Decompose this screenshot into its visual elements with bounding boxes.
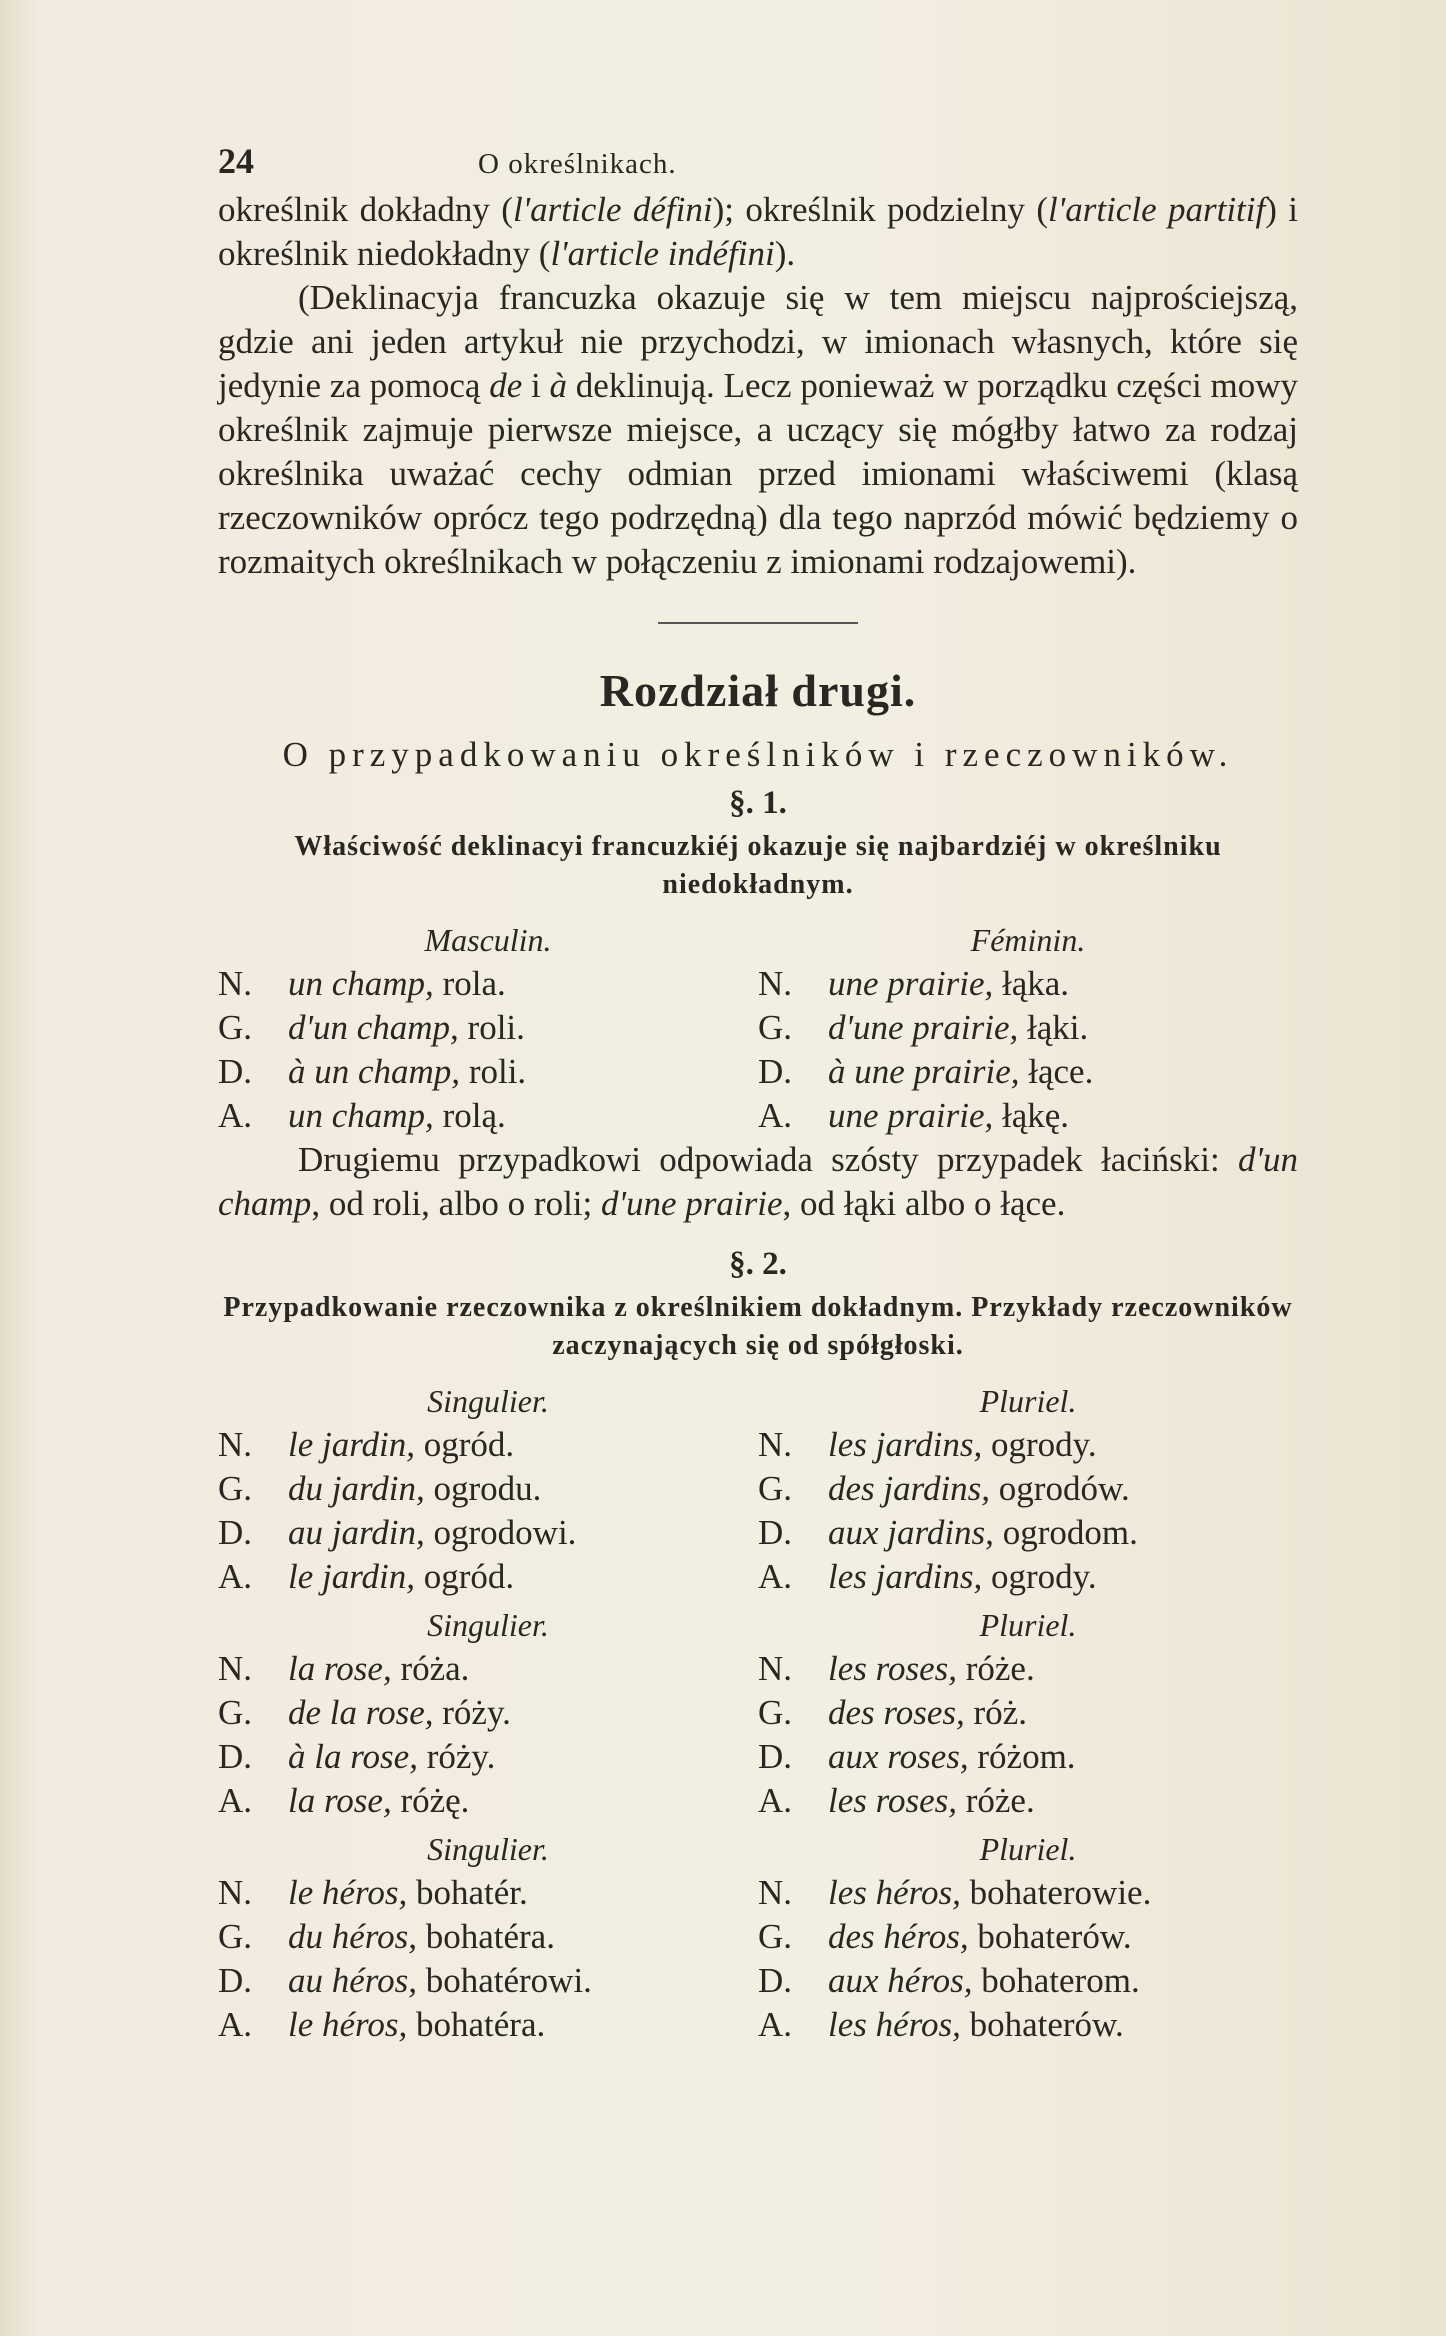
case-label: N. [758, 1649, 793, 1688]
plural-column [758, 1827, 1298, 2047]
text-run: , od roli, albo o roli; [311, 1184, 602, 1223]
declension-row [758, 1511, 1298, 1555]
declension-row [758, 1467, 1298, 1511]
polish-translation: bohaterom. [972, 1961, 1140, 2000]
declension-row [758, 1959, 1298, 2003]
text-run: (Deklinacyja francuzka okazuje się w tem miejscu najprościejszą, gdzie ani jeden artykuł nie przychodzi, w imionach własnych, które się jedynie za pomocą [218, 278, 1298, 405]
polish-translation: ogrodom. [993, 1513, 1138, 1552]
french-form: le héros, [288, 2005, 408, 2044]
french-form: aux héros, [828, 1961, 973, 2000]
polish-translation: łąki. [1018, 1008, 1089, 1047]
polish-translation: róż. [964, 1693, 1027, 1732]
french-form: d'une prairie, [828, 1008, 1019, 1047]
declension-row [758, 1050, 1298, 1094]
french-form: au jardin, [288, 1513, 425, 1552]
french-term: l'article défini [512, 190, 713, 229]
declension-row [218, 1050, 758, 1094]
running-head: O określnikach. [478, 148, 677, 180]
case-label: G. [758, 1008, 793, 1047]
declension-row [218, 2003, 758, 2047]
french-term: d'un champ [218, 1140, 1298, 1223]
french-form: les héros, [828, 2005, 961, 2044]
french-form: des jardins, [828, 1469, 991, 1508]
french-term: l'article partitif [1048, 190, 1266, 229]
declension-row [218, 1006, 758, 1050]
declension-table-indefinite [218, 918, 1298, 1138]
declension-row [218, 1423, 758, 1467]
case-label: A. [218, 1557, 253, 1596]
masculine-column [218, 918, 758, 1138]
text-run: ); określnik podzielny ( [712, 190, 1049, 229]
polish-translation: rolą. [433, 1096, 506, 1135]
singular-column [218, 1827, 758, 2047]
page-content [218, 140, 1298, 2047]
case-label: G. [758, 1469, 793, 1508]
french-form: les roses, [828, 1649, 957, 1688]
french-form: les jardins, [828, 1557, 983, 1596]
polish-translation: roli. [458, 1008, 525, 1047]
polish-translation: ogrodów. [990, 1469, 1130, 1508]
case-label: N. [218, 1873, 253, 1912]
column-heading: Pluriel. [979, 1607, 1077, 1643]
case-label: D. [758, 1737, 793, 1776]
french-form: de la rose, [288, 1693, 434, 1732]
declension-row [218, 1915, 758, 1959]
case-label: D. [218, 1513, 253, 1552]
french-form: les roses, [828, 1781, 957, 1820]
text-run: ). [774, 234, 796, 273]
declension-row [218, 1691, 758, 1735]
polish-translation: róża. [391, 1649, 470, 1688]
polish-translation: róże. [956, 1781, 1035, 1820]
french-form: au héros, [288, 1961, 417, 2000]
polish-translation: ogrody. [982, 1557, 1097, 1596]
column-heading: Singulier. [427, 1607, 549, 1643]
declension-row [218, 962, 758, 1006]
case-label: G. [758, 1917, 793, 1956]
french-form: des héros, [828, 1917, 969, 1956]
case-label: A. [218, 2005, 253, 2044]
declension-row [758, 1423, 1298, 1467]
polish-translation: ogrodu. [424, 1469, 542, 1508]
declension-row [758, 1871, 1298, 1915]
declension-row [758, 1915, 1298, 1959]
declension-row [218, 1555, 758, 1599]
french-form: à un champ, [288, 1052, 461, 1091]
column-heading: Féminin. [970, 922, 1086, 958]
feminine-column [758, 918, 1298, 1138]
case-label: G. [218, 1693, 253, 1732]
text-run: i [522, 366, 550, 405]
polish-translation: bohatéra. [407, 2005, 546, 2044]
text-run: deklinują. Lecz ponieważ w porządku części mowy określnik zajmuje pierwsze miejsce, a uczący się mógłby łatwo za rodzaj określnika uważać cechy odmian przed imionami właściwemi (klasą rzeczowników oprócz tego podrzędną) dla tego naprzód mówić będziemy o rozmaitych określnikach w połączeniu z imionami rodzajowemi). [218, 366, 1298, 581]
french-form: le jardin, [288, 1557, 416, 1596]
singular-column [218, 1603, 758, 1823]
page-header [218, 140, 1298, 180]
singular-column [218, 1379, 758, 1599]
polish-translation: róże. [956, 1649, 1035, 1688]
polish-translation: bohaterowie. [960, 1873, 1152, 1912]
column-heading: Pluriel. [979, 1383, 1077, 1419]
french-term: l'article indéfini [550, 234, 775, 273]
declension-row [218, 1779, 758, 1823]
case-label: G. [758, 1693, 793, 1732]
french-form: un champ, [288, 1096, 434, 1135]
french-form: les héros, [828, 1873, 961, 1912]
declension-row [218, 1094, 758, 1138]
french-form: la rose, [288, 1781, 392, 1820]
declension-row [218, 1735, 758, 1779]
text-run: Drugiemu przypadkowi odpowiada szósty przypadek łaciński: [298, 1140, 1238, 1179]
polish-translation: różom. [968, 1737, 1076, 1776]
page-number: 24 [218, 141, 254, 181]
polish-translation: łąkę. [993, 1096, 1070, 1135]
chapter-subtitle: O przypadkowaniu określników i rzeczowników. [282, 735, 1234, 774]
french-form: le héros, [288, 1873, 408, 1912]
french-form: le jardin, [288, 1425, 416, 1464]
column-heading: Singulier. [427, 1831, 549, 1867]
declension-row [758, 2003, 1298, 2047]
case-label: N. [758, 964, 793, 1003]
chapter-title: Rozdział drugi. [599, 665, 917, 716]
declension-row [758, 1735, 1298, 1779]
section-divider [658, 622, 858, 624]
polish-translation: bohatér. [407, 1873, 528, 1912]
polish-translation: róży. [433, 1693, 511, 1732]
polish-translation: łąka. [993, 964, 1070, 1003]
genitive-note-paragraph [218, 1138, 1298, 1226]
declension-row [758, 1779, 1298, 1823]
declension-remark-paragraph [218, 276, 1298, 584]
french-form: à une prairie, [828, 1052, 1020, 1091]
case-label: D. [758, 1513, 793, 1552]
french-form: aux roses, [828, 1737, 969, 1776]
declension-row [218, 1511, 758, 1555]
french-form: d'un champ, [288, 1008, 459, 1047]
declension-row [218, 1467, 758, 1511]
case-label: D. [758, 1961, 793, 2000]
polish-translation: różę. [391, 1781, 470, 1820]
case-label: N. [218, 964, 253, 1003]
polish-translation: bohatéra. [416, 1917, 555, 1956]
text-run: , od łąki albo o łące. [782, 1184, 1066, 1223]
text-run: określnik dokładny ( [218, 190, 513, 229]
case-label: G. [218, 1008, 253, 1047]
declension-row [758, 1094, 1298, 1138]
column-heading: Pluriel. [979, 1831, 1077, 1867]
case-label: N. [218, 1649, 253, 1688]
french-form: du jardin, [288, 1469, 425, 1508]
polish-translation: roli. [460, 1052, 527, 1091]
case-label: A. [758, 2005, 793, 2044]
polish-translation: ogród. [415, 1425, 515, 1464]
french-term: d'une prairie [601, 1184, 783, 1223]
case-label: N. [218, 1425, 253, 1464]
declension-row [758, 1006, 1298, 1050]
section-2-description: Przypadkowanie rzeczownika z określnikiem dokładnym. Przykłady rzeczowników zaczynających się od spółgłoski. [223, 1292, 1293, 1361]
declension-table-jardin [218, 1379, 1298, 1599]
plural-column [758, 1603, 1298, 1823]
polish-translation: ogród. [415, 1557, 515, 1596]
french-form: la rose, [288, 1649, 392, 1688]
case-label: A. [758, 1096, 793, 1135]
polish-translation: róży. [417, 1737, 496, 1776]
polish-translation: bohatérowi. [416, 1961, 592, 2000]
declension-row [758, 1555, 1298, 1599]
case-label: D. [758, 1052, 793, 1091]
french-form: une prairie, [828, 964, 994, 1003]
case-label: A. [758, 1557, 793, 1596]
section-1-number: §. 1. [729, 785, 787, 821]
polish-translation: łące. [1019, 1052, 1094, 1091]
case-label: A. [218, 1096, 253, 1135]
polish-translation: ogrody. [982, 1425, 1097, 1464]
declension-table-rose [218, 1603, 1298, 1823]
text-run: ) i określnik niedokładny ( [218, 190, 1298, 273]
section-1-description: Właściwość deklinacyi francuzkiéj okazuje się najbardziéj w określniku niedokładnym. [294, 831, 1222, 900]
polish-translation: ogrodowi. [424, 1513, 577, 1552]
case-label: A. [218, 1781, 253, 1820]
case-label: G. [218, 1917, 253, 1956]
polish-translation: rola. [433, 964, 506, 1003]
french-form: des roses, [828, 1693, 965, 1732]
polish-translation: bohaterów. [960, 2005, 1124, 2044]
case-label: N. [758, 1425, 793, 1464]
case-label: G. [218, 1469, 253, 1508]
polish-translation: bohaterów. [968, 1917, 1132, 1956]
column-heading: Masculin. [424, 922, 552, 958]
french-term: de [489, 366, 523, 405]
column-heading: Singulier. [427, 1383, 549, 1419]
plural-column [758, 1379, 1298, 1599]
declension-row [758, 962, 1298, 1006]
declension-row [758, 1691, 1298, 1735]
intro-paragraph [218, 188, 1298, 276]
french-form: à la rose, [288, 1737, 418, 1776]
french-form: les jardins, [828, 1425, 983, 1464]
declension-row [218, 1959, 758, 2003]
french-form: une prairie, [828, 1096, 994, 1135]
french-form: du héros, [288, 1917, 417, 1956]
french-form: un champ, [288, 964, 434, 1003]
declension-table-heros [218, 1827, 1298, 2047]
french-term: à [549, 366, 568, 405]
case-label: D. [218, 1961, 253, 2000]
case-label: D. [218, 1052, 253, 1091]
declension-row [218, 1871, 758, 1915]
case-label: N. [758, 1873, 793, 1912]
french-form: aux jardins, [828, 1513, 994, 1552]
declension-row [218, 1647, 758, 1691]
declension-row [758, 1647, 1298, 1691]
case-label: D. [218, 1737, 253, 1776]
section-2-number: §. 2. [729, 1246, 787, 1282]
case-label: A. [758, 1781, 793, 1820]
